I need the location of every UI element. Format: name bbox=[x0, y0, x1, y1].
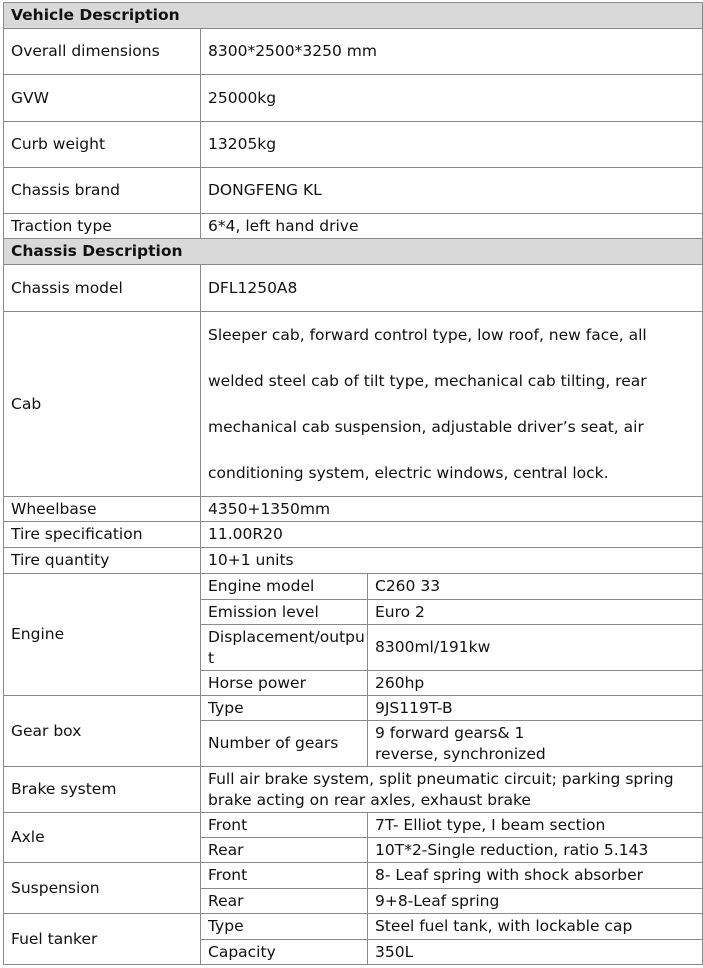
vehicle-section-title: Vehicle Description bbox=[4, 3, 703, 29]
gear-type-value: 9JS119T-B bbox=[368, 696, 703, 721]
fuel-type-label: Type bbox=[201, 914, 368, 940]
suspension-label: Suspension bbox=[4, 863, 201, 914]
displacement-value: 8300ml/191kw bbox=[368, 625, 703, 671]
chassis-section-title: Chassis Description bbox=[4, 239, 703, 265]
suspension-front-value: 8- Leaf spring with shock absorber bbox=[368, 863, 703, 889]
table-row bbox=[4, 574, 703, 600]
overall-dimensions-value: 8300*2500*3250 mm bbox=[201, 29, 703, 75]
gear-type-label: Type bbox=[201, 696, 368, 721]
cab-label: Cab bbox=[4, 312, 201, 497]
horse-power-value: 260hp bbox=[368, 671, 703, 696]
vehicle-section-header-row bbox=[4, 3, 703, 29]
table-row bbox=[4, 75, 703, 122]
emission-level-label: Emission level bbox=[201, 600, 368, 625]
table-row bbox=[4, 122, 703, 168]
fuel-type-value: Steel fuel tank, with lockable cap bbox=[368, 914, 703, 940]
chassis-brand-value: DONGFENG KL bbox=[201, 168, 703, 214]
emission-level-value: Euro 2 bbox=[368, 600, 703, 625]
table-row bbox=[4, 265, 703, 312]
tire-specification-value: 11.00R20 bbox=[201, 522, 703, 548]
engine-model-label: Engine model bbox=[201, 574, 368, 600]
axle-rear-value: 10T*2-Single reduction, ratio 5.143 bbox=[368, 838, 703, 863]
chassis-brand-label: Chassis brand bbox=[4, 168, 201, 214]
curb-weight-label: Curb weight bbox=[4, 122, 201, 168]
wheelbase-value: 4350+1350mm bbox=[201, 497, 703, 522]
engine-label: Engine bbox=[4, 574, 201, 696]
axle-rear-label: Rear bbox=[201, 838, 368, 863]
table-row bbox=[4, 548, 703, 574]
axle-label: Axle bbox=[4, 813, 201, 863]
tire-specification-label: Tire specification bbox=[4, 522, 201, 548]
vehicle-spec-table bbox=[3, 2, 703, 965]
fuel-tanker-label: Fuel tanker bbox=[4, 914, 201, 965]
brake-system-value: Full air brake system, split pneumatic circuit; parking spring brake acting on rear axles, exhaust brake bbox=[201, 767, 703, 813]
table-row bbox=[4, 813, 703, 838]
cab-value: Sleeper cab, forward control type, low roof, new face, all welded steel cab of tilt type, mechanical cab tilting, rear mechanical cab suspension, adjustable driver’s seat, air conditioning system, electric windows, central lock. bbox=[201, 312, 703, 497]
traction-type-value: 6*4, left hand drive bbox=[201, 214, 703, 239]
number-of-gears-label: Number of gears bbox=[201, 721, 368, 767]
table-row bbox=[4, 312, 703, 497]
wheelbase-label: Wheelbase bbox=[4, 497, 201, 522]
chassis-model-label: Chassis model bbox=[4, 265, 201, 312]
gvw-label: GVW bbox=[4, 75, 201, 122]
axle-front-value: 7T- Elliot type, I beam section bbox=[368, 813, 703, 838]
table-row bbox=[4, 767, 703, 813]
overall-dimensions-label: Overall dimensions bbox=[4, 29, 201, 75]
gvw-value: 25000kg bbox=[201, 75, 703, 122]
table-row bbox=[4, 863, 703, 889]
suspension-front-label: Front bbox=[201, 863, 368, 889]
table-row bbox=[4, 497, 703, 522]
engine-model-value: C260 33 bbox=[368, 574, 703, 600]
fuel-capacity-value: 350L bbox=[368, 940, 703, 965]
brake-system-label: Brake system bbox=[4, 767, 201, 813]
table-row bbox=[4, 914, 703, 940]
table-row bbox=[4, 696, 703, 721]
traction-type-label: Traction type bbox=[4, 214, 201, 239]
chassis-section-header-row bbox=[4, 239, 703, 265]
horse-power-label: Horse power bbox=[201, 671, 368, 696]
table-row bbox=[4, 29, 703, 75]
displacement-label: Displacement/output bbox=[201, 625, 368, 671]
number-of-gears-value: 9 forward gears& 1 reverse, synchronized bbox=[368, 721, 703, 767]
suspension-rear-label: Rear bbox=[201, 889, 368, 914]
chassis-model-value: DFL1250A8 bbox=[201, 265, 703, 312]
suspension-rear-value: 9+8-Leaf spring bbox=[368, 889, 703, 914]
axle-front-label: Front bbox=[201, 813, 368, 838]
table-row bbox=[4, 168, 703, 214]
table-row bbox=[4, 522, 703, 548]
tire-quantity-value: 10+1 units bbox=[201, 548, 703, 574]
fuel-capacity-label: Capacity bbox=[201, 940, 368, 965]
table-row bbox=[4, 214, 703, 239]
tire-quantity-label: Tire quantity bbox=[4, 548, 201, 574]
curb-weight-value: 13205kg bbox=[201, 122, 703, 168]
gear-box-label: Gear box bbox=[4, 696, 201, 767]
